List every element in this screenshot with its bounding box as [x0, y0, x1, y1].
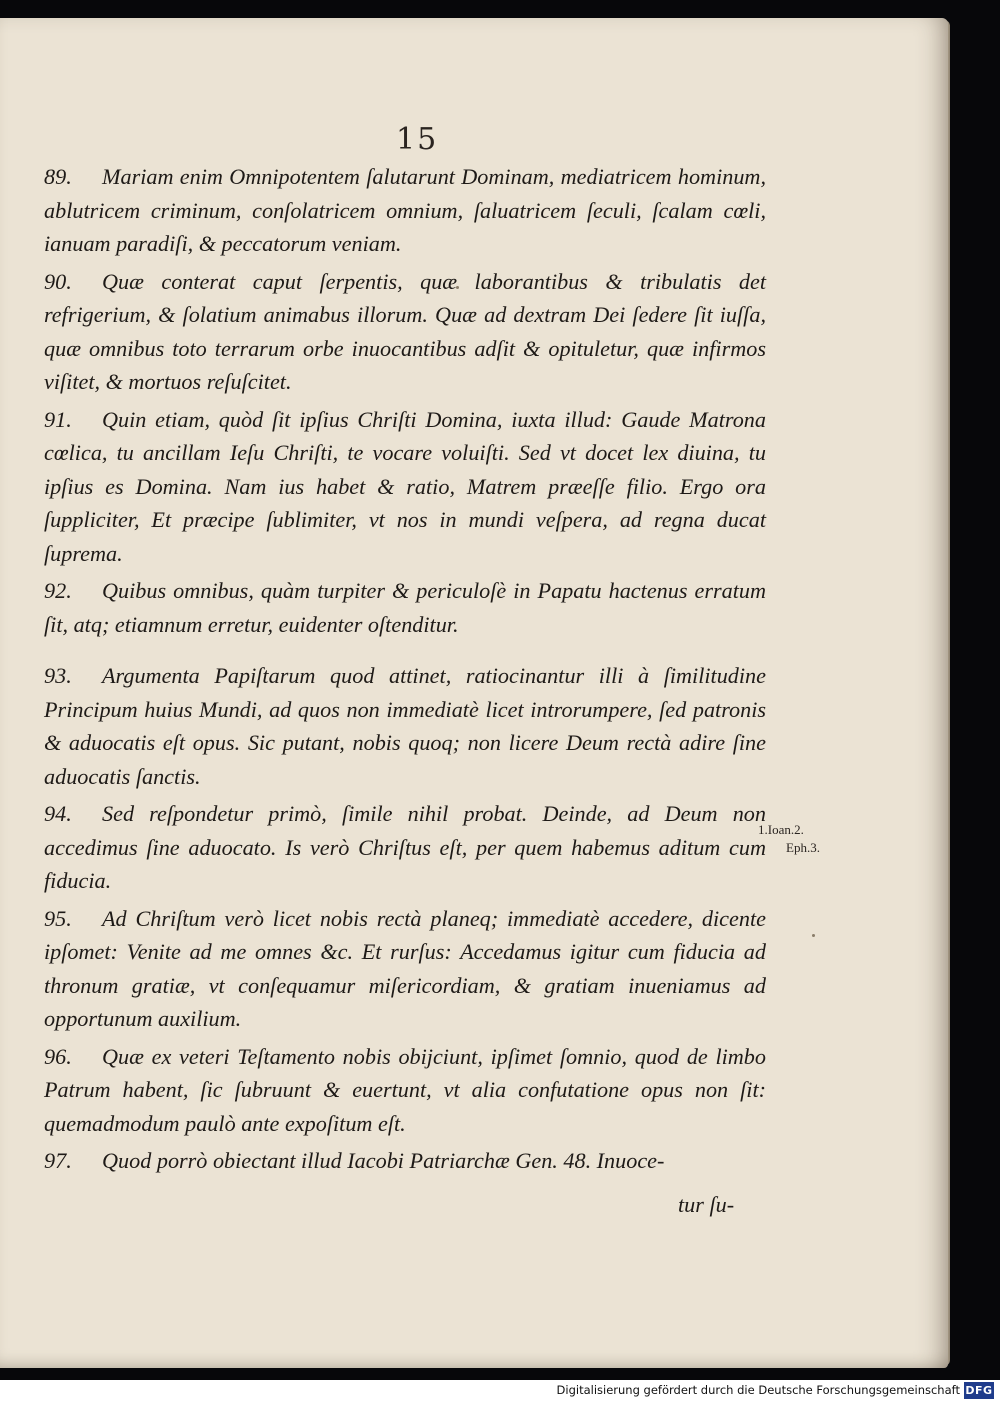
- paragraph-number: 94.: [44, 801, 72, 826]
- paragraph-text: Quin etiam, quòd ſit ipſius Chriſti Domina, iuxta illud: Gaude Matrona cœlica, tu ancillam Ieſu Chriſti, te vocare voluiſti. Sed vt docet lex diuina, tu ipſius es Domina. Nam ius habet & ratio, Matrem præeſſe filio. Ergo ora ſuppliciter, Et præcipe ſublimiter, vt nos in mundi veſpera, ad regna ducat ſuprema.: [44, 406, 766, 566]
- paragraph-number: 90.: [44, 268, 72, 294]
- paragraph-number: 97.: [44, 1148, 72, 1173]
- paragraph-95: [44, 902, 766, 1036]
- dfg-logo-icon: DFG: [965, 1384, 993, 1397]
- margin-note-reference: 1.Ioan.2.: [758, 822, 804, 837]
- paragraph-number: 91.: [44, 406, 72, 432]
- page-number: 15: [396, 122, 439, 157]
- paragraph-text: Mariam enim Omnipotentem ſalutarunt Dominam, mediatricem hominum, ablutricem criminum, conſolatricem omnium, ſaluatricem ſeculi, ſcalam cœli, ianuam paradiſi, & peccatorum veniam.: [44, 164, 766, 256]
- paragraph-text: Sed reſpondetur primò, ſimile nihil probat. Deinde, ad Deum non accedimus ſine aduocato. Is verò Chriſtus eſt, per quem habemus aditum cum fiducia.: [44, 801, 766, 893]
- digitization-footer: [0, 1380, 1000, 1403]
- funding-credit: Digitalisierung gefördert durch die Deutsche Forschungsgemeinschaft: [556, 1383, 960, 1397]
- paragraph-text: Argumenta Papiſtarum quod attinet, ratiocinantur illi à ſimilitudine Principum huius Mundi, ad quos non immediatè licet introrumpere, ſed patronis & aduocatis eſt opus. Sic putant, nobis quoq; non licere Deum rectà adire ſine aduocatis ſanctis.: [44, 663, 766, 789]
- paragraph-number: 92.: [44, 578, 72, 603]
- paragraph-number: 89.: [44, 164, 72, 189]
- paragraph-number: 93.: [44, 663, 72, 688]
- paragraph-text: Quæ conterat caput ſerpentis, quæ laborantibus & tribulatis det refrigerium, & ſolatium animabus illorum. Quæ ad dextram Dei ſedere ſit iuſſa, quæ omnibus toto terrarum orbe inuocantibus adſit & opituletur, quæ infirmos viſitet, & mortuos reſuſcitet.: [44, 268, 766, 394]
- paragraph-text: Quod porrò obiectant illud Iacobi Patriarchæ Gen. 48. Inuoce-: [102, 1148, 665, 1173]
- paragraph-93: [44, 659, 766, 793]
- body-text: [44, 160, 766, 1178]
- paragraph-89: [44, 160, 766, 261]
- paper-speck: [812, 934, 815, 937]
- paragraph-94: [44, 797, 766, 898]
- paragraph-number: 95.: [44, 905, 72, 931]
- paragraph-90: [44, 265, 766, 399]
- paragraph-text: Ad Chriſtum verò licet nobis rectà planeq; immediatè accedere, dicente ipſomet: Venite ad me omnes &c. Et rurſus: Accedamus igitur cum fiducia ad thronum gratiæ, vt conſequamur miſericordiam, & gratiam inueniamus ad opportunum auxilium.: [44, 905, 766, 1031]
- paragraph-97: [44, 1144, 766, 1178]
- paragraph-92: [44, 574, 766, 641]
- paragraph-text: Quibus omnibus, quàm turpiter & periculoſè in Papatu hactenus erratum ſit, atq; etiamnum erretur, euidenter oſtenditur.: [44, 578, 766, 637]
- paragraph-text: Quæ ex veteri Teſtamento nobis obijciunt, ipſimet ſomnio, quod de limbo Patrum habent, ſic ſubruunt & euertunt, vt alia confutatione opus non ſit: quemadmodum paulò ante expoſitum eſt.: [44, 1043, 766, 1136]
- paragraph-91: [44, 403, 766, 571]
- paragraph-number: 96.: [44, 1043, 72, 1069]
- catchword: tur ſu-: [678, 1192, 735, 1217]
- margin-note-reference: Eph.3.: [786, 840, 820, 855]
- paragraph-96: [44, 1040, 766, 1141]
